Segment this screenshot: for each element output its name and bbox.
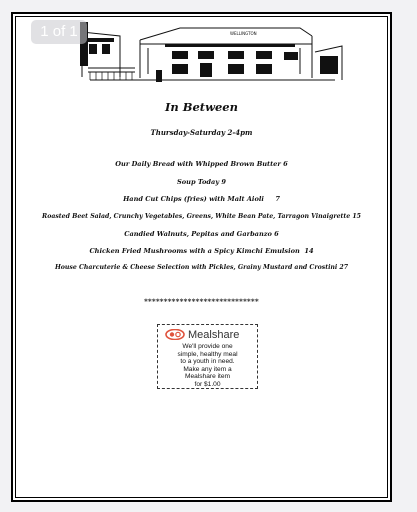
menu-item-chips: Hand Cut Chips (fries) with Malt Aioli 7 [123,195,280,203]
service-hours: Thursday-Saturday 2-4pm [150,128,253,137]
stars-divider: ***************************** [144,297,259,306]
mealshare-logo-icon [165,329,185,340]
svg-text:WELLINGTON: WELLINGTON [230,31,257,36]
menu-item-walnuts: Candied Walnuts, Pepitas and Garbanzo 6 [124,230,279,238]
mealshare-badge [157,324,258,389]
menu-item-beet-salad: Roasted Beet Salad, Crunchy Vegetables, Greens, White Bean Pate, Tarragon Vinaigrette 15 [42,213,361,220]
menu-item-charcuterie: House Charcuterie & Cheese Selection with Pickles, Grainy Mustard and Crostini 27 [54,264,349,271]
mealshare-message: We'll provide one simple, healthy meal to a youth in need. Make any item a Mealshare item for $1.00 [177,343,238,388]
menu-item-bread: Our Daily Bread with Whipped Brown Butter 6 [115,160,288,168]
restaurant-building-illustration [80,22,345,92]
mealshare-name: Mealshare [188,329,240,341]
menu-item-mushrooms: Chicken Fried Mushrooms with a Spicy Kimchi Emulsion 14 [89,247,314,255]
menu-item-soup: Soup Today 9 [176,178,226,186]
menu-section-title: In Between [165,100,238,114]
page-counter-badge: 1 of 1 [31,20,87,44]
